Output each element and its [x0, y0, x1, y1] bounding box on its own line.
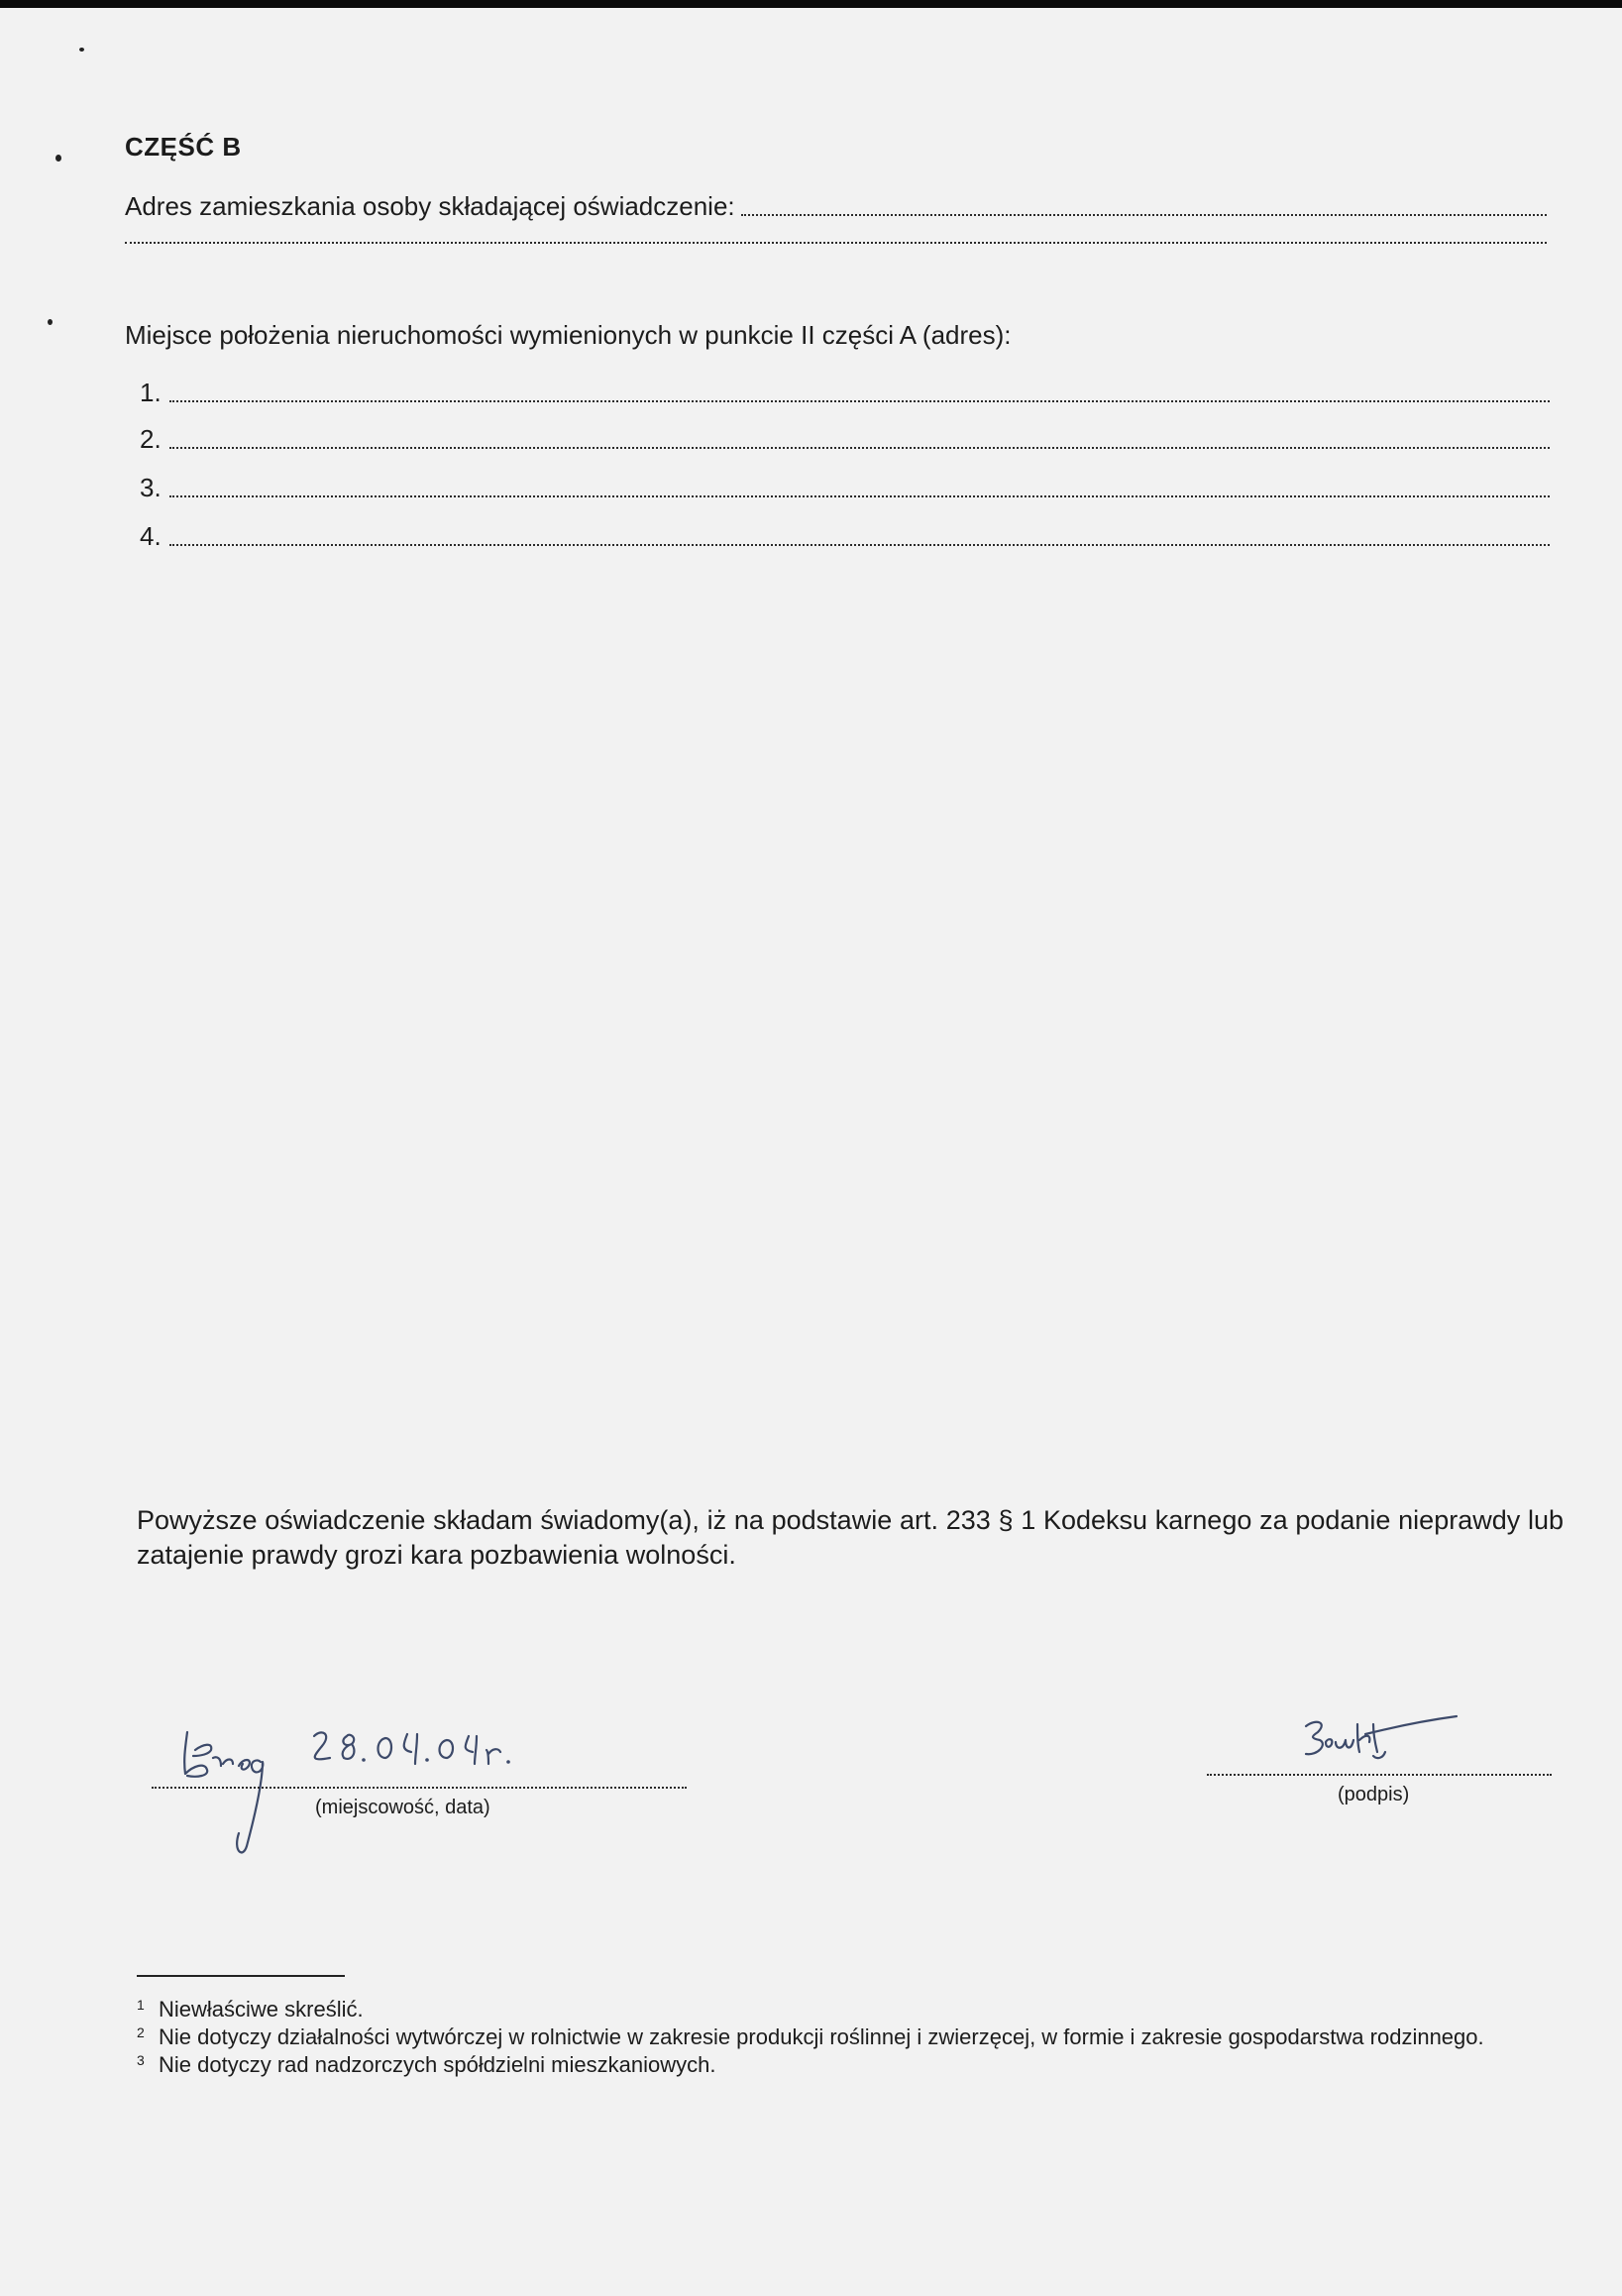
scan-speck: [48, 319, 53, 325]
signature-line[interactable]: [1207, 1774, 1552, 1776]
footnote: [137, 1996, 1573, 2023]
footnote: [137, 2051, 1573, 2079]
section-heading: CZĘŚĆ B: [125, 132, 242, 162]
footnote-mark: 2: [137, 2024, 145, 2040]
property-number: 4.: [140, 521, 162, 551]
scan-speck: [79, 48, 84, 52]
footnote-divider: [137, 1975, 345, 1977]
residence-address-line-1[interactable]: [741, 214, 1547, 216]
property-line: [140, 473, 1550, 503]
property-location-label: Miejsce położenia nieruchomości wymienionych w punkcie II części A (adres):: [125, 320, 1012, 350]
footnotes: [137, 1996, 1573, 2079]
signature-caption: (podpis): [1338, 1784, 1410, 1805]
residence-address-line-2[interactable]: [125, 242, 1547, 244]
residence-address-label: Adres zamieszkania osoby składającej oświadczenie:: [125, 191, 735, 221]
footnote-text: Nie dotyczy rad nadzorczych spółdzielni mieszkaniowych.: [159, 2052, 716, 2077]
property-address-line[interactable]: [169, 447, 1550, 449]
footnote-text: Nie dotyczy działalności wytwórczej w rolnictwie w zakresie produkcji roślinnej i zwierzęcej, w formie i zakresie gospodarstwa rodzinnego.: [159, 2024, 1484, 2049]
property-number: 2.: [140, 424, 162, 454]
declaration-statement: Powyższe oświadczenie składam świadomy(a), iż na podstawie art. 233 § 1 Kodeksu karnego za podanie nieprawdy lub zatajenie prawdy grozi kara pozbawienia wolności.: [137, 1505, 1564, 1570]
property-location-label-row: [125, 320, 1012, 351]
footnote: [137, 2023, 1573, 2051]
property-address-line[interactable]: [169, 495, 1550, 497]
property-address-line[interactable]: [169, 400, 1550, 402]
footnote-mark: 1: [137, 1997, 145, 2013]
property-address-line[interactable]: [169, 544, 1550, 546]
scan-edge: [0, 0, 1622, 8]
residence-address-field-2: [125, 242, 1547, 250]
property-number: 3.: [140, 473, 162, 502]
residence-address-field: [125, 191, 1547, 222]
handwritten-place-date: [173, 1722, 530, 1861]
property-line: [140, 424, 1550, 455]
footnote-text: Niewłaściwe skreślić.: [159, 1997, 364, 2022]
place-date-line[interactable]: [152, 1787, 687, 1789]
scan-speck: [55, 155, 61, 162]
property-number: 1.: [140, 378, 162, 407]
place-date-caption: (miejscowość, data): [315, 1797, 490, 1818]
property-line: [140, 521, 1550, 552]
footnote-mark: 3: [137, 2052, 145, 2068]
handwritten-signature: [1288, 1712, 1466, 1792]
property-line: [140, 378, 1550, 408]
